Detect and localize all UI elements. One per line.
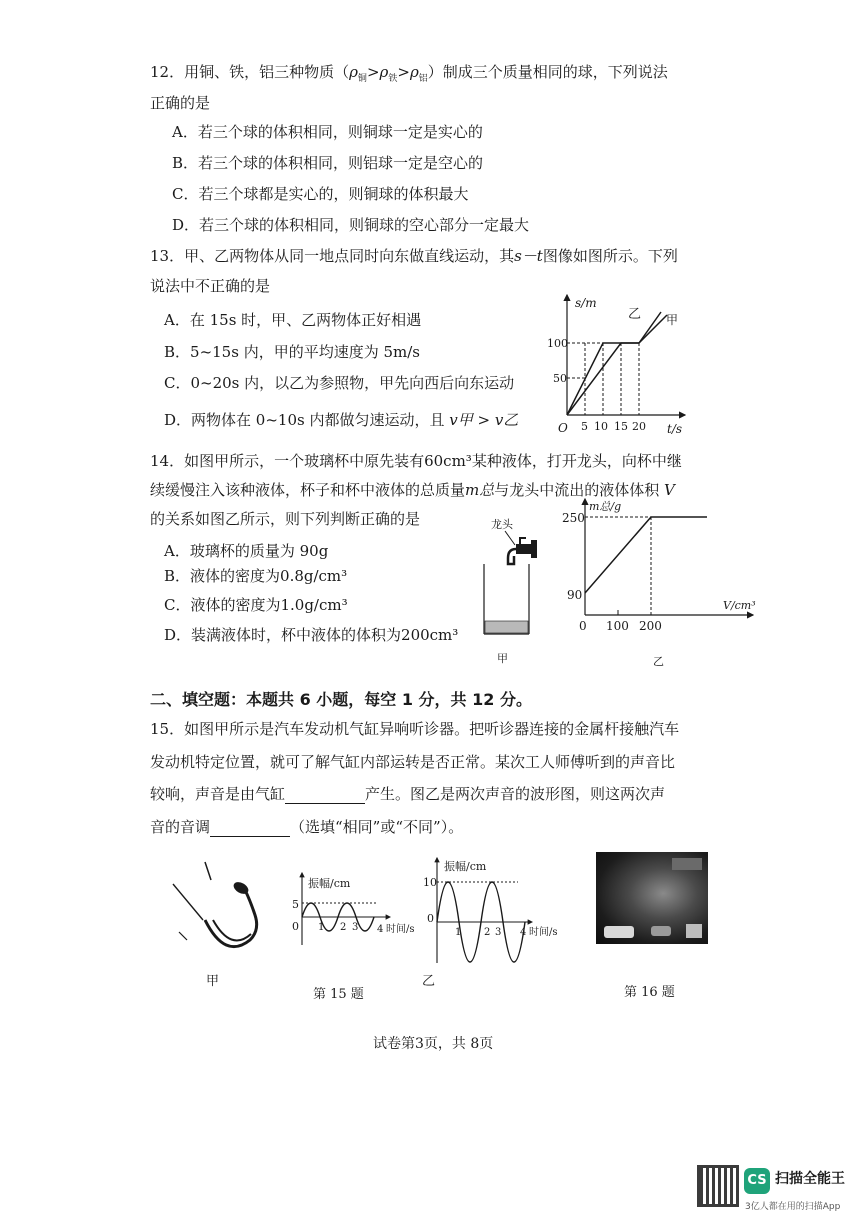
q14-option-a: A．玻璃杯的质量为 90g	[164, 542, 329, 560]
q13-st-graph	[545, 290, 695, 440]
q13-ylabel: s/m	[575, 296, 597, 310]
q13-xtick-5: 5	[581, 420, 588, 433]
page-footer: 试卷第3页，共 8页	[373, 1036, 494, 1052]
wave1-ylabel: 振幅/cm	[308, 877, 351, 890]
q13-label-yi: 乙	[628, 307, 642, 322]
wave1-xtick-1: 1	[318, 922, 325, 933]
q14-ylabel: m总/g	[589, 500, 622, 513]
q14-mv-graph	[562, 497, 765, 672]
qr-code-icon	[697, 1165, 739, 1207]
q13-line-yi	[567, 312, 661, 415]
wave1-xtick-4: 4	[377, 924, 384, 935]
q14-mv-line	[585, 517, 707, 593]
glass-liquid	[485, 621, 528, 633]
q13-stem-cont: 说法中不正确的是	[150, 277, 271, 295]
wave1-xlabel: 时间/s	[386, 924, 415, 935]
wave1-xtick-2: 2	[340, 922, 347, 933]
q12-stem-cont: 正确的是	[150, 94, 211, 112]
q13-option-d: D．两物体在 0~10s 内都做匀速运动，且 v甲 > v乙	[164, 411, 519, 429]
answer-blank-2[interactable]	[210, 820, 290, 837]
q14-cap-jia: 甲	[497, 652, 508, 665]
section2-heading: 二、填空题：本题共 6 小题，每空 1 分，共 12 分。	[150, 690, 532, 709]
q15-stem: 15．如图甲所示是汽车发动机气缸异响听诊器。把听诊器连接的金属杆接触汽车	[150, 720, 680, 738]
wave2-xlabel: 时间/s	[529, 927, 558, 938]
q14-ytick-90: 90	[567, 588, 583, 602]
q15-stem-blank1: 较响，声音是由气缸 产生。图乙是两次声音的波形图，则这两次声	[150, 785, 666, 803]
q14-stem-cont2: 的关系如图乙所示，则下列判断正确的是	[150, 510, 421, 528]
wave1-xtick-3: 3	[352, 922, 359, 933]
q14-option-c: C．液体的密度为1.0g/cm³	[164, 596, 348, 614]
q12-option-d: D．若三个球的体积相同，则铜球的空心部分一定最大	[172, 216, 530, 234]
q16-photo	[596, 852, 708, 944]
q14-ytick-250: 250	[562, 511, 585, 525]
q13-ytick-100: 100	[547, 337, 568, 350]
q15-stem-cont: 发动机特定位置，就可了解气缸内部运转是否正常。某次工人师傅听到的声音比	[150, 753, 676, 771]
q13-xtick-10: 10	[594, 420, 608, 433]
q13-xlabel: t/s	[667, 422, 683, 436]
q14-faucet-figure	[475, 512, 555, 667]
q15-cap-yi: 乙	[422, 974, 436, 989]
q13-option-c: C．0~20s 内，以乙为参照物，甲先向西后向东运动	[164, 374, 515, 392]
q12-option-b: B．若三个球的体积相同，则铝球一定是空心的	[172, 154, 484, 172]
answer-blank-1[interactable]	[285, 787, 365, 804]
wave1-ytick: 5	[292, 898, 299, 911]
wave2-xtick-2: 2	[484, 927, 491, 938]
q13-line-jia	[567, 315, 667, 415]
q13-option-b: B．5~15s 内，甲的平均速度为 5m/s	[164, 343, 420, 361]
q12-option-c: C．若三个球都是实心的，则铜球的体积最大	[172, 185, 469, 203]
q14-stem: 14．如图甲所示，一个玻璃杯中原先装有60cm³某种液体，打开龙头，向杯中继	[150, 452, 682, 470]
wave2-ytick: 10	[423, 876, 437, 889]
wave2-xtick-4: 4	[520, 927, 527, 938]
watermark-name: 扫描全能王	[775, 1171, 845, 1187]
faucet-label: 龙头	[491, 518, 513, 531]
wave2-origin: 0	[427, 912, 434, 925]
q14-xtick-100: 100	[606, 619, 629, 633]
q13-stem: 13．甲、乙两物体从同一地点同时向东做直线运动，其s－t图像如图所示。下列	[150, 247, 678, 265]
q12-stem: 12．用铜、铁，铝三种物质$(\rho_铜>\rho_铁>\rho_铝)$制成三个质量相同的球，下列说法	[150, 63, 668, 84]
q14-xtick-200: 200	[639, 619, 662, 633]
wave2-ylabel: 振幅/cm	[444, 860, 487, 873]
q13-ytick-50: 50	[553, 372, 567, 385]
wave2-xtick-3: 3	[495, 927, 502, 938]
watermark-tagline: 3亿人都在用的扫描App	[745, 1202, 841, 1212]
q15-wave1	[290, 870, 415, 950]
q14-option-d: D．装满液体时，杯中液体的体积为200cm³	[164, 626, 459, 644]
q12-option-a: A．若三个球的体积相同，则铜球一定是实心的	[172, 123, 483, 141]
q15-cap-jia: 甲	[206, 974, 220, 989]
q13-label-jia: 甲	[666, 313, 679, 327]
wave1-origin: 0	[292, 920, 299, 933]
q14-xlabel: V/cm³	[723, 599, 756, 612]
q14-stem-cont: 续缓慢注入该种液体，杯子和杯中液体的总质量m总与龙头中流出的液体体积 V	[150, 481, 675, 499]
wave2-xtick-1: 1	[455, 927, 462, 938]
q14-xtick-0: 0	[579, 619, 587, 633]
q15-stem-blank2: 音的音调 （选填“相同”或“不同”）。	[150, 818, 464, 836]
q15-wave2	[420, 855, 575, 965]
stethoscope-image	[165, 860, 275, 960]
q15-caption: 第 15 题	[313, 987, 364, 1002]
q16-caption: 第 16 题	[624, 985, 675, 1000]
q13-origin: O	[558, 421, 568, 435]
q13-xtick-15: 15	[614, 420, 628, 433]
camscanner-logo-icon: CS	[744, 1168, 770, 1194]
q14-cap-yi: 乙	[653, 655, 664, 668]
q14-option-b: B．液体的密度为0.8g/cm³	[164, 567, 348, 585]
q13-option-a: A．在 15s 时，甲、乙两物体正好相遇	[164, 311, 422, 329]
q13-xtick-20: 20	[632, 420, 646, 433]
